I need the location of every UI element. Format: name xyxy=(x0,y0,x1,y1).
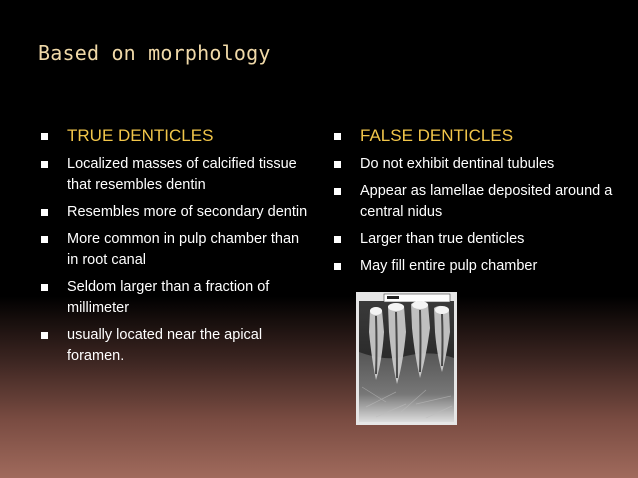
list-item-text: usually located near the apical foramen. xyxy=(67,327,263,364)
list-item xyxy=(333,154,633,175)
square-bullet-icon xyxy=(41,209,48,216)
list-item-text: Seldom larger than a fraction of millimeter xyxy=(67,279,270,316)
true-denticles-heading xyxy=(40,125,310,147)
square-bullet-icon xyxy=(41,161,48,168)
list-item xyxy=(40,154,310,196)
true-denticles-column xyxy=(40,125,310,373)
list-item xyxy=(333,256,633,277)
list-item xyxy=(333,229,633,250)
list-item xyxy=(40,202,310,223)
square-bullet-icon xyxy=(41,332,48,339)
list-item-text: May fill entire pulp chamber xyxy=(360,258,538,274)
square-bullet-icon xyxy=(334,236,341,243)
false-denticles-list xyxy=(333,125,633,277)
list-item xyxy=(40,325,310,367)
square-bullet-icon xyxy=(334,188,341,195)
slide-title: Based on morphology xyxy=(38,41,271,65)
square-bullet-icon xyxy=(334,161,341,168)
dental-radiograph-image xyxy=(356,292,457,425)
square-bullet-icon xyxy=(41,133,48,140)
list-item-text: Resembles more of secondary dentin xyxy=(67,204,308,220)
list-item xyxy=(40,229,310,271)
heading-text: FALSE DENTICLES xyxy=(360,126,514,145)
list-item xyxy=(333,181,633,223)
false-denticles-heading xyxy=(333,125,633,147)
square-bullet-icon xyxy=(334,263,341,270)
list-item-text: More common in pulp chamber than in root canal xyxy=(67,231,300,268)
square-bullet-icon xyxy=(41,236,48,243)
false-denticles-column xyxy=(333,125,633,283)
square-bullet-icon xyxy=(41,284,48,291)
square-bullet-icon xyxy=(334,133,341,140)
list-item-text: Appear as lamellae deposited around a central nidus xyxy=(360,183,613,220)
list-item-text: Larger than true denticles xyxy=(360,231,525,247)
list-item xyxy=(40,277,310,319)
true-denticles-list xyxy=(40,125,310,367)
list-item-text: Do not exhibit dentinal tubules xyxy=(360,156,555,172)
heading-text: TRUE DENTICLES xyxy=(67,126,214,145)
list-item-text: Localized masses of calcified tissue that resembles dentin xyxy=(67,156,297,193)
